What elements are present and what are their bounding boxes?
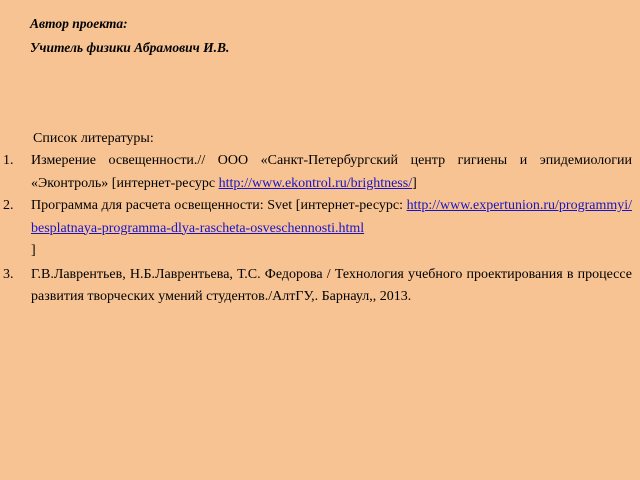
reference-text: Программа для расчета освещенности: Svet [интернет-ресурс: bbox=[31, 198, 407, 213]
reference-suffix: ] bbox=[31, 243, 36, 258]
author-block bbox=[30, 12, 229, 60]
reference-item-1 bbox=[0, 150, 632, 195]
author-name: Учитель физики Абрамович И.В. bbox=[30, 40, 230, 55]
reference-text: Г.В.Лаврентьев, Н.Б.Лаврентьева, Т.С. Федорова / Технология учебного проектирования в процессе развития творческих умений студентов./АлтГУ,. Барнаул,, 2013. bbox=[31, 266, 632, 304]
references-title: Список литературы: bbox=[33, 131, 154, 146]
reference-text: Измерение освещенности.// ООО «Санкт-Петербургский центр гигиены и эпидемиологии «Эконтроль» [интернет-ресурс bbox=[31, 153, 632, 191]
references-list bbox=[0, 150, 632, 309]
reference-number: 2. bbox=[3, 198, 14, 213]
reference-link-expertunion[interactable]: http://www.expertunion.ru/programmyi/besplatnaya-programma-dlya-rascheta-osveschennosti.html bbox=[31, 198, 632, 236]
reference-number: 3. bbox=[3, 266, 14, 282]
reference-link-ekontrol[interactable]: http://www.ekontrol.ru/brightness/ bbox=[218, 175, 413, 191]
reference-item-3 bbox=[0, 264, 632, 309]
reference-item-2 bbox=[0, 195, 632, 263]
reference-number: 1. bbox=[3, 153, 14, 168]
reference-suffix: ] bbox=[412, 175, 417, 191]
author-heading: Автор проекта: bbox=[30, 16, 128, 31]
